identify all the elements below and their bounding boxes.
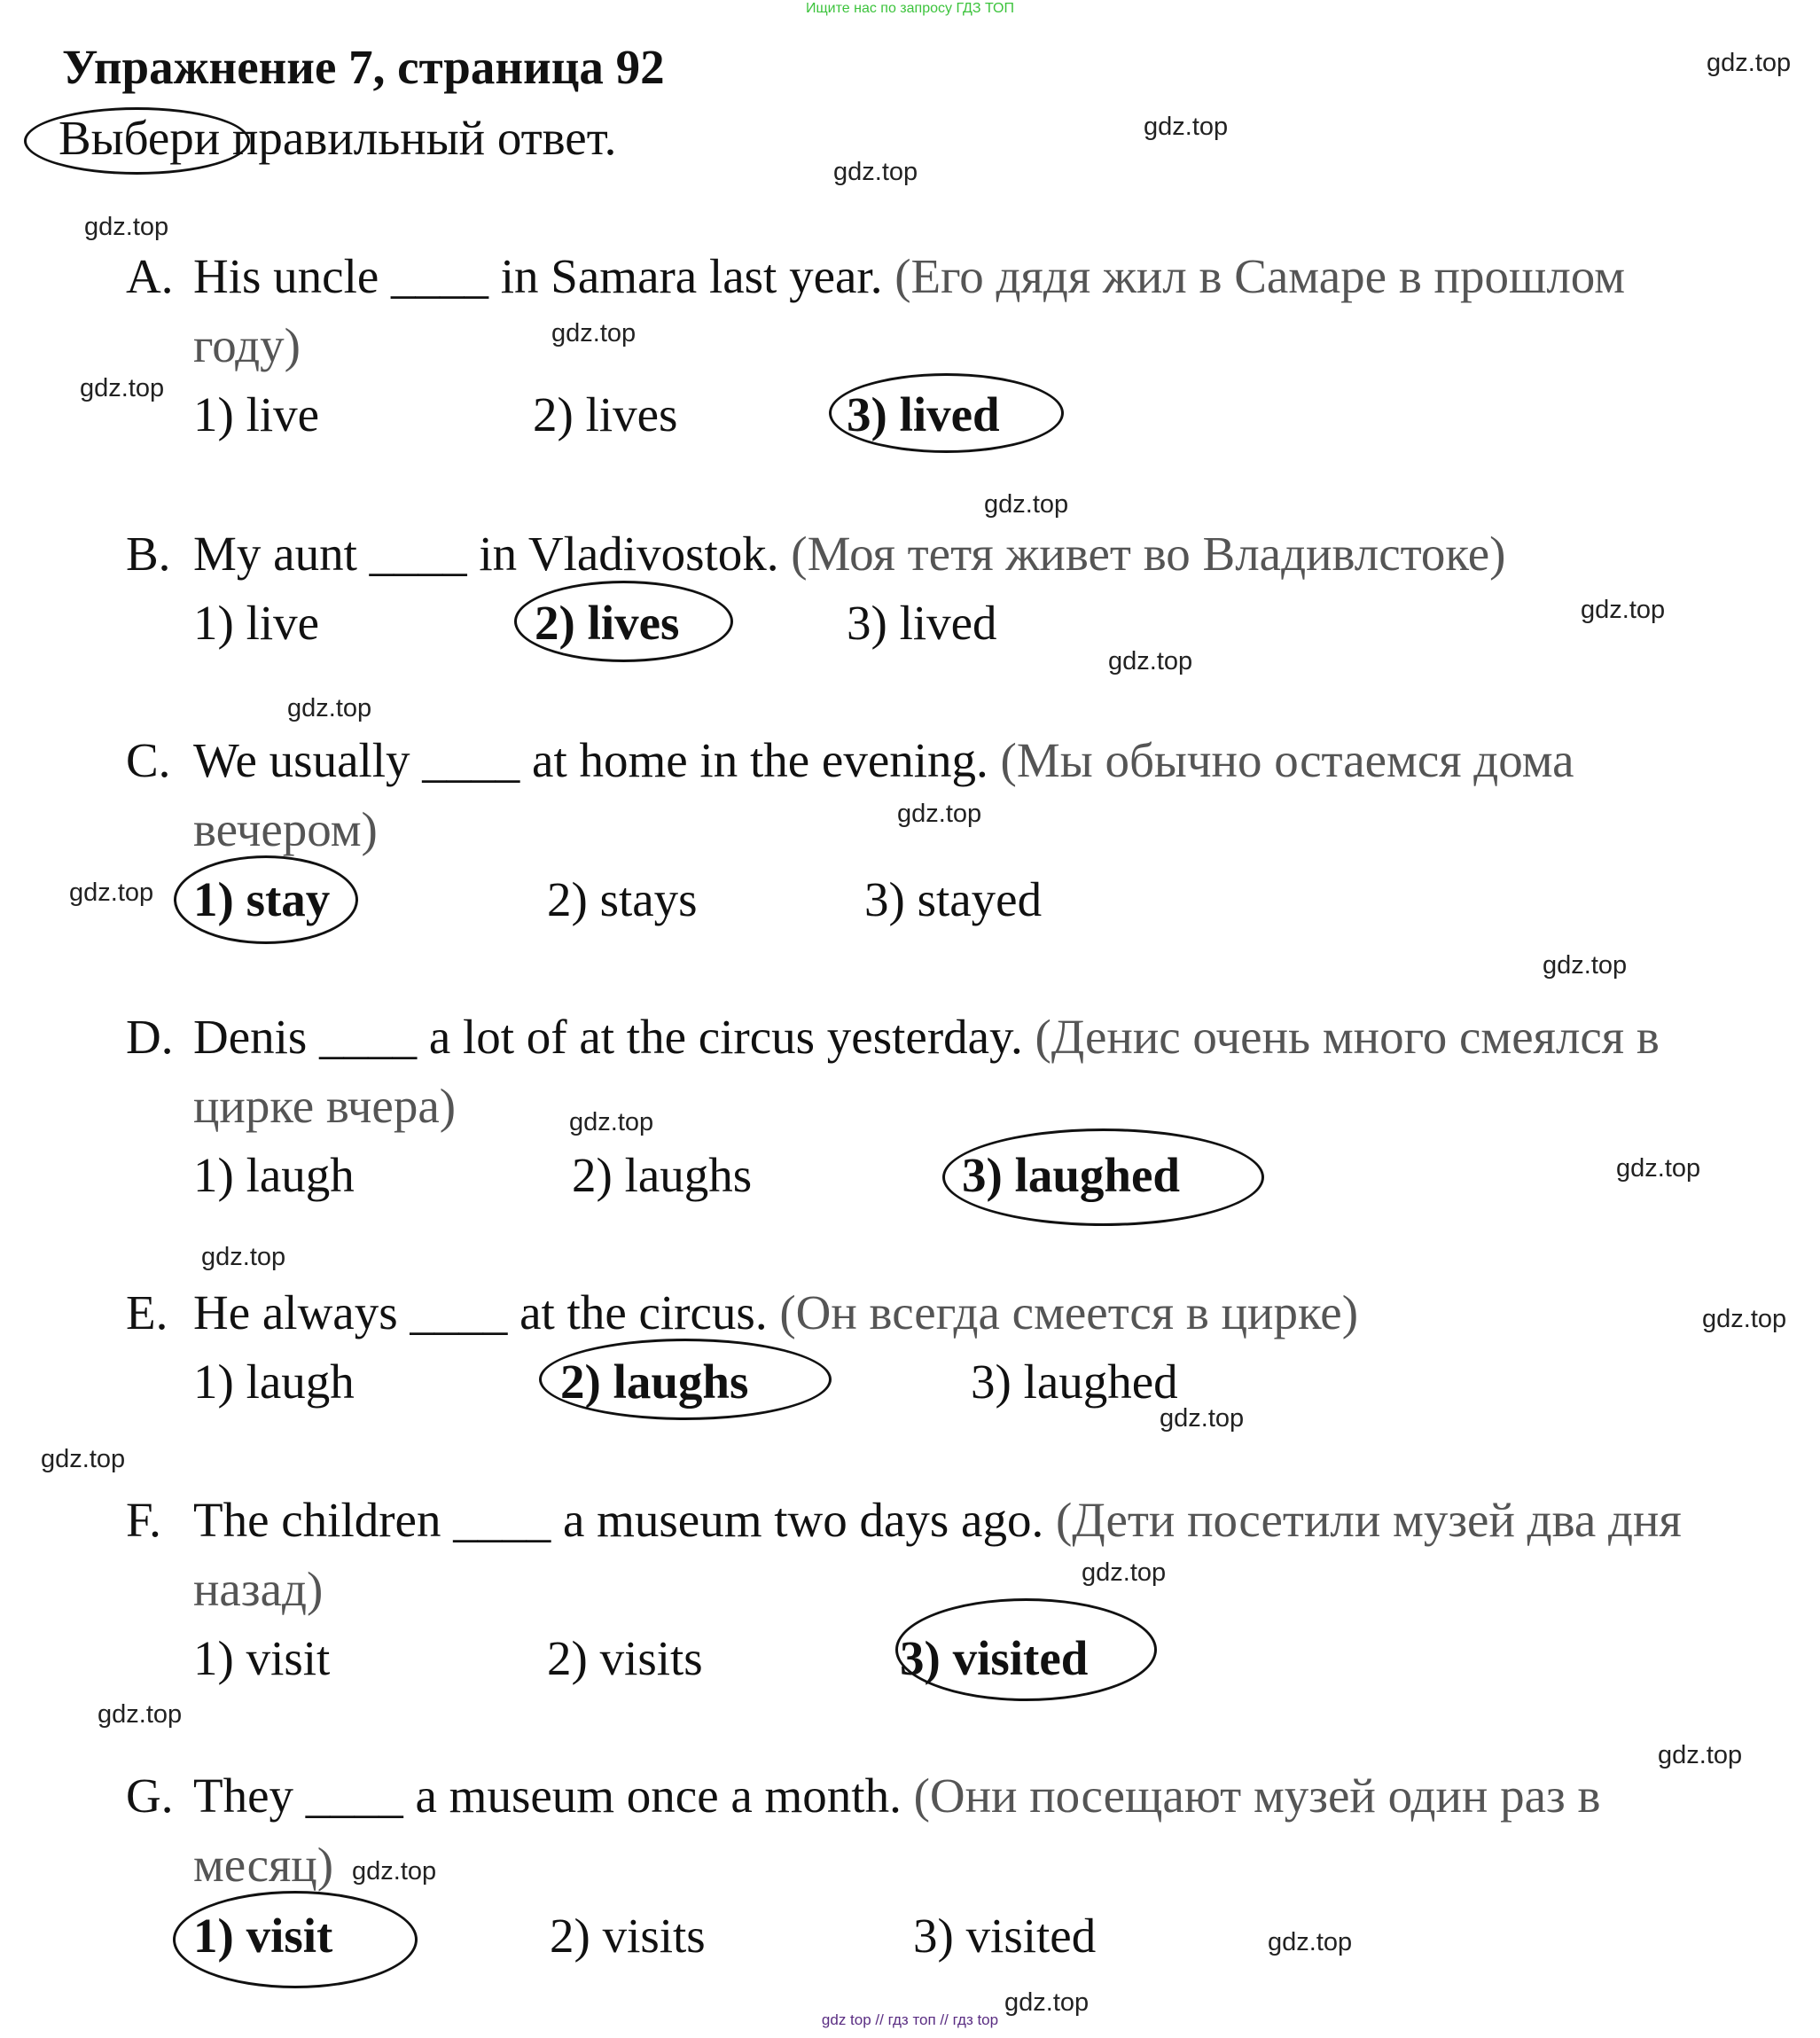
answer-option[interactable]: 1) laugh bbox=[193, 1355, 355, 1409]
answer-option[interactable]: 1) laugh bbox=[193, 1148, 355, 1202]
answer-option[interactable]: 2) lives bbox=[533, 387, 678, 441]
watermark: gdz.top bbox=[1581, 596, 1666, 624]
watermark: gdz.top bbox=[201, 1243, 286, 1271]
watermark: gdz.top bbox=[897, 800, 982, 828]
answer-option-correct[interactable]: 3) visited bbox=[900, 1631, 1089, 1685]
watermark: gdz.top bbox=[1707, 49, 1792, 77]
watermark: gdz.top bbox=[80, 374, 165, 402]
answer-option[interactable]: 3) stayed bbox=[864, 872, 1043, 926]
question-translation-cont: цирке вчера) bbox=[193, 1079, 457, 1133]
question-translation: (Моя тетя живет во Владивлстоке) bbox=[791, 527, 1506, 581]
question-letter: G. bbox=[126, 1769, 174, 1823]
question-sentence: The children ____ a museum two days ago. bbox=[193, 1493, 1044, 1547]
question-letter: D. bbox=[126, 1010, 174, 1064]
instruction-circled-word: Выбери bbox=[59, 111, 221, 165]
answer-option[interactable]: 3) visited bbox=[913, 1909, 1097, 1963]
watermark: gdz.top bbox=[1160, 1404, 1245, 1433]
watermark: gdz.top bbox=[833, 158, 918, 186]
watermark: gdz.top bbox=[1268, 1928, 1353, 1956]
question-sentence: They ____ a museum once a month. bbox=[193, 1769, 902, 1823]
watermark: gdz.top bbox=[1004, 1988, 1090, 2017]
question-letter: B. bbox=[126, 527, 171, 581]
watermark: gdz.top bbox=[551, 319, 637, 347]
answer-option-correct[interactable]: 1) stay bbox=[193, 872, 331, 926]
watermark: gdz.top bbox=[984, 490, 1069, 519]
watermark: gdz.top bbox=[287, 694, 372, 722]
question-translation: (Дети посетили музей два дня bbox=[1055, 1493, 1682, 1547]
watermark: gdz.top bbox=[84, 213, 169, 241]
answer-option[interactable]: 1) live bbox=[193, 596, 320, 650]
answer-option-correct[interactable]: 1) visit bbox=[193, 1909, 333, 1963]
answer-option[interactable]: 2) laughs bbox=[572, 1148, 753, 1202]
bottom-banner: gdz top // гдз топ // гдз top bbox=[821, 2011, 999, 2028]
question-translation-cont: вечером) bbox=[193, 802, 378, 856]
watermark: gdz.top bbox=[1082, 1558, 1167, 1587]
question-text bbox=[193, 527, 1506, 581]
question-text bbox=[193, 1769, 1601, 1823]
question-translation: (Мы обычно остаемся дома bbox=[1000, 733, 1574, 787]
instruction-rest: правильный ответ. bbox=[220, 111, 617, 165]
question-text bbox=[193, 1010, 1660, 1064]
question-text bbox=[193, 733, 1574, 787]
answer-option[interactable]: 2) visits bbox=[547, 1631, 703, 1685]
watermark: gdz.top bbox=[1543, 951, 1628, 980]
answer-option-correct[interactable]: 3) laughed bbox=[962, 1148, 1181, 1202]
answer-option-correct[interactable]: 2) lives bbox=[535, 596, 680, 650]
question-letter: F. bbox=[126, 1493, 161, 1547]
question-sentence: We usually ____ at home in the evening. bbox=[193, 733, 988, 787]
watermark: gdz.top bbox=[352, 1857, 437, 1886]
question-letter: E. bbox=[126, 1285, 168, 1339]
answer-option-correct[interactable]: 2) laughs bbox=[560, 1355, 749, 1409]
watermark: gdz.top bbox=[1108, 647, 1193, 675]
watermark: gdz.top bbox=[1702, 1305, 1787, 1333]
instruction bbox=[59, 111, 617, 165]
watermark: gdz.top bbox=[41, 1445, 126, 1473]
answer-option[interactable]: 1) live bbox=[193, 387, 320, 441]
answer-option[interactable]: 3) laughed bbox=[971, 1355, 1178, 1409]
question-sentence: He always ____ at the circus. bbox=[193, 1285, 768, 1339]
question-letter: C. bbox=[126, 733, 171, 787]
watermark: gdz.top bbox=[1616, 1154, 1701, 1183]
question-translation: (Он всегда смеется в цирке) bbox=[779, 1285, 1359, 1339]
answer-option[interactable]: 2) stays bbox=[547, 872, 698, 926]
top-banner: Ищите нас по запросу ГДЗ ТОП bbox=[806, 1, 1014, 16]
question-sentence: My aunt ____ in Vladivostok. bbox=[193, 527, 779, 581]
question-translation: (Денис очень много смеялся в bbox=[1035, 1010, 1660, 1064]
question-text bbox=[193, 1493, 1682, 1547]
question-translation: (Они посещают музей один раз в bbox=[913, 1769, 1601, 1823]
watermark: gdz.top bbox=[1144, 113, 1229, 141]
question-translation-cont: году) bbox=[193, 318, 301, 372]
watermark: gdz.top bbox=[98, 1700, 183, 1729]
question-translation-cont: месяц) bbox=[193, 1838, 334, 1892]
question-text bbox=[193, 249, 1626, 303]
answer-option[interactable]: 2) visits bbox=[550, 1909, 706, 1963]
question-letter: A. bbox=[126, 249, 174, 303]
question-translation: (Его дядя жил в Самаре в прошлом bbox=[894, 249, 1626, 303]
watermark: gdz.top bbox=[569, 1108, 654, 1136]
watermark: gdz.top bbox=[1658, 1741, 1743, 1769]
page-title: Упражнение 7, страница 92 bbox=[62, 40, 665, 94]
answer-option-correct[interactable]: 3) lived bbox=[847, 387, 1000, 441]
question-text bbox=[193, 1285, 1359, 1339]
question-sentence: His uncle ____ in Samara last year. bbox=[193, 249, 883, 303]
question-sentence: Denis ____ a lot of at the circus yesterday. bbox=[193, 1010, 1023, 1064]
watermark: gdz.top bbox=[69, 878, 154, 907]
answer-option[interactable]: 3) lived bbox=[847, 596, 997, 650]
answer-option[interactable]: 1) visit bbox=[193, 1631, 331, 1685]
question-translation-cont: назад) bbox=[193, 1562, 324, 1616]
